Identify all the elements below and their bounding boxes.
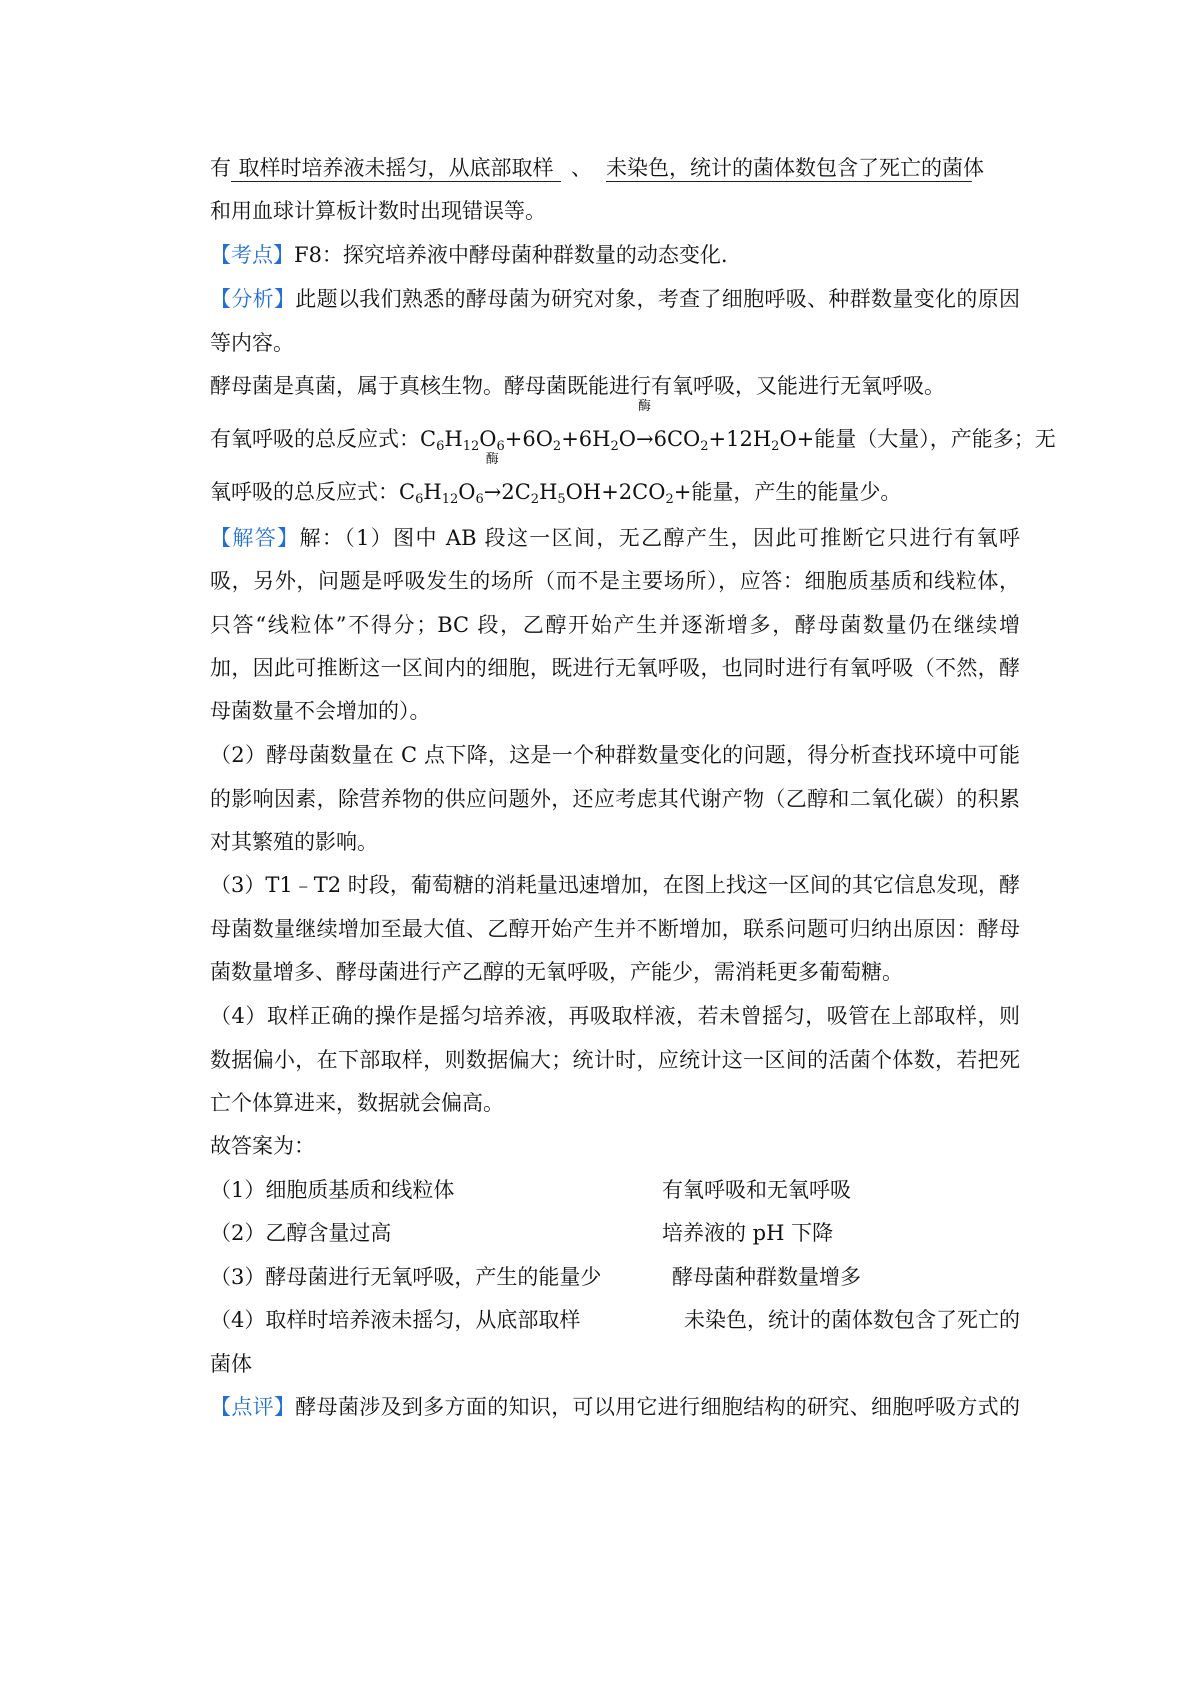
text-line: 母菌数量不会增加的）。 xyxy=(210,699,431,723)
answer-left: （4）取样时培养液未摇匀，从底部取样 xyxy=(210,1308,581,1332)
products-formula: $2C_2H_5OH+2CO_2+$能量，产生的能量少。 xyxy=(501,480,902,507)
jieda-text: 解：（1）图中 AB 段这一区间，无乙醇产生，因此可推断它只进行有氧呼 xyxy=(299,526,1020,550)
text-line: 菌数量增多、酵母菌进行产乙醇的无氧呼吸，产能少，需消耗更多葡萄糖。 xyxy=(210,960,903,984)
answer-blank-line xyxy=(210,153,1020,183)
text-line: 菌体 xyxy=(210,1352,252,1376)
answer-right: 酵母菌种群数量增多 xyxy=(672,1265,861,1289)
aerobic-equation xyxy=(210,399,1056,454)
fenxi-line xyxy=(210,284,1020,314)
text-line: 等内容。 xyxy=(210,331,294,355)
answer-row xyxy=(210,1175,1020,1205)
reactants-formula: $C_6H_{12}O_6+6O_2+6H_2O$ xyxy=(420,427,636,454)
answer-right: 有氧呼吸和无氧呼吸 xyxy=(662,1178,851,1202)
anaerobic-equation xyxy=(210,452,1020,507)
underlined-answer: 取样时培养液未摇匀，从底部取样 xyxy=(231,155,561,182)
text-line: 加，因此可推断这一区间内的细胞，既进行无氧呼吸，也同时进行有氧呼吸（不然，酵 xyxy=(210,656,1020,680)
text-line: 母菌数量继续增加至最大值、乙醇开始产生并不断增加，联系问题可归纳出原因：酵母 xyxy=(210,917,1020,941)
underlined-answer: 未染色，统计的菌体数包含了死亡的菌体 xyxy=(606,156,984,180)
text-line: 的影响因素，除营养物的供应问题外，还应考虑其代谢产物（乙醇和二氧化碳）的积累 xyxy=(210,787,1020,811)
kaodian-line xyxy=(210,240,1020,270)
kaodian-tag: 【考点】 xyxy=(210,243,294,267)
enzyme-label: 酶 xyxy=(637,399,651,414)
text-line: 吸，另外，问题是呼吸发生的场所（而不是主要场所），应答：细胞质基质和线粒体， xyxy=(210,569,1020,593)
fenxi-text: 此题以我们熟悉的酵母菌为研究对象，考查了细胞呼吸、种群数量变化的原因 xyxy=(295,287,1020,311)
dianping-tag: 【点评】 xyxy=(210,1395,296,1419)
text-line: 对其繁殖的影响。 xyxy=(210,830,378,854)
jieda-tag: 【解答】 xyxy=(210,526,300,550)
products-formula: $6CO_2+12H_2O+$能量（大量），产能多；无 xyxy=(653,427,1056,454)
dianping-text: 酵母菌涉及到多方面的知识，可以用它进行细胞结构的研究、细胞呼吸方式的 xyxy=(295,1395,1020,1419)
equation-label: 氧呼吸的总反应式： xyxy=(210,480,399,504)
reaction-arrow xyxy=(483,452,502,507)
text-segment: 有 xyxy=(210,156,231,180)
text-line: 数据偏小，在下部取样，则数据偏大；统计时，应统计这一区间的活菌个体数，若把死 xyxy=(210,1048,1020,1072)
answer-row xyxy=(210,1218,1020,1248)
text-line: （2）酵母菌数量在 C 点下降，这是一个种群数量变化的问题，得分析查找环境中可能 xyxy=(210,743,1020,767)
dianping-line xyxy=(210,1392,1020,1422)
text-line: 亡个体算进来，数据就会偏高。 xyxy=(210,1091,504,1115)
answer-right: 未染色，统计的菌体数包含了死亡的 xyxy=(684,1308,1020,1332)
text-line: 只答“线粒体”不得分；BC 段，乙醇开始产生并逐渐增多，酵母菌数量仍在继续增 xyxy=(210,613,1020,637)
arrow-glyph: → xyxy=(483,480,502,504)
text-line: 酵母菌是真菌，属于真核生物。酵母菌既能进行有氧呼吸，又能进行无氧呼吸。 xyxy=(210,374,945,398)
answer-left: （3）酵母菌进行无氧呼吸，产生的能量少 xyxy=(210,1265,602,1289)
answer-row xyxy=(210,1305,1020,1335)
enzyme-label: 酶 xyxy=(485,452,499,467)
text-line: 和用血球计算板计数时出现错误等。 xyxy=(210,199,546,223)
text-line: （4）取样正确的操作是摇匀培养液，再吸取样液，若未曾摇匀，吸管在上部取样，则 xyxy=(210,1004,1020,1028)
answer-row xyxy=(210,1262,1020,1292)
kaodian-text: F8：探究培养液中酵母菌种群数量的动态变化. xyxy=(294,243,728,267)
jieda-line xyxy=(210,523,1020,553)
equation-label: 有氧呼吸的总反应式： xyxy=(210,427,420,451)
text-line: （3）T1﹣T2 时段，葡萄糖的消耗量迅速增加，在图上找这一区间的其它信息发现，酵 xyxy=(210,873,1020,897)
answer-left: （2）乙醇含量过高 xyxy=(210,1221,392,1245)
arrow-glyph: → xyxy=(635,427,654,451)
fenxi-tag: 【分析】 xyxy=(210,287,296,311)
reaction-arrow xyxy=(635,399,654,454)
answer-right: 培养液的 pH 下降 xyxy=(662,1221,834,1245)
separator: 、 xyxy=(571,156,592,180)
answer-left: （1）细胞质基质和线粒体 xyxy=(210,1178,455,1202)
answer-intro: 故答案为： xyxy=(210,1134,315,1158)
reactants-formula: $C_6H_{12}O_6$ xyxy=(399,480,484,507)
